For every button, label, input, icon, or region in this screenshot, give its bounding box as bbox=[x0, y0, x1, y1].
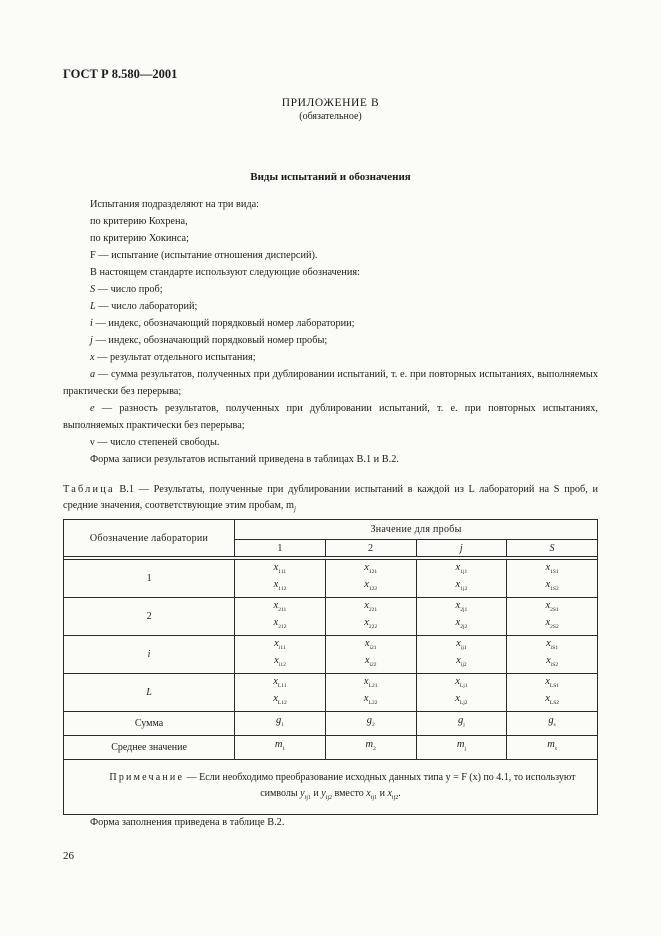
definition: L — число лабораторий; bbox=[90, 301, 198, 312]
intro-line: F — испытание (испытание отношения дисперсий). bbox=[90, 250, 318, 261]
table-row bbox=[64, 636, 598, 674]
data-cell: $x_{L21}$ $x_{L22}$ bbox=[325, 674, 416, 712]
mean-row bbox=[64, 736, 598, 760]
col-header-lab: Обозначение лаборатории bbox=[64, 520, 235, 557]
sum-label: Сумма bbox=[64, 712, 235, 736]
data-cell: $x_{Lj1}$ $x_{Lj2}$ bbox=[416, 674, 507, 712]
definition: a — сумма результатов, полученных при дублировании испытаний, т. е. при повторных испытаниях, выполняемых практически без перерыва; bbox=[63, 369, 598, 397]
col-header: j bbox=[416, 540, 507, 557]
data-cell: $x_{LS1}$ $x_{LS2}$ bbox=[507, 674, 598, 712]
mean-cell: $m_2$ bbox=[325, 736, 416, 760]
appendix-subtitle: (обязательное) bbox=[299, 111, 362, 122]
definition: e — разность результатов, полученных при дублировании испытаний, т. е. при повторных испытаниях, выполняемых практически без перерыва; bbox=[63, 403, 598, 431]
data-cell: $x_{2j1}$ $x_{2j2}$ bbox=[416, 598, 507, 636]
data-cell: $x_{L11}$ $x_{L12}$ bbox=[235, 674, 326, 712]
definition: x — результат отдельного испытания; bbox=[90, 352, 256, 363]
sum-cell: $g_1$ bbox=[235, 712, 326, 736]
form-text: Форма записи результатов испытаний приведена в таблицах В.1 и В.2. bbox=[90, 454, 399, 465]
row-label: 1 bbox=[64, 560, 235, 598]
results-table bbox=[63, 519, 598, 815]
data-cell: $x_{121}$ $x_{122}$ bbox=[325, 560, 416, 598]
sum-cell: $g_2$ bbox=[325, 712, 416, 736]
definition: i — индекс, обозначающий порядковый номер лаборатории; bbox=[90, 318, 355, 329]
data-cell: $x_{ij1}$ $x_{ij2}$ bbox=[416, 636, 507, 674]
intro-line: Испытания подразделяют на три вида: bbox=[90, 199, 260, 210]
table-note: Примечание — Если необходимо преобразование исходных данных типа y = F (x) по 4.1, то используют символы $y_{ij1}$ и $y_{ij2}$ вместо $x_{ij1}$ и $x_{ij2}$. bbox=[64, 760, 598, 815]
table-row bbox=[64, 598, 598, 636]
data-cell: $x_{2S1}$ $x_{2S2}$ bbox=[507, 598, 598, 636]
row-label: 2 bbox=[64, 598, 235, 636]
definition: j — индекс, обозначающий порядковый номер пробы; bbox=[90, 335, 328, 346]
sum-cell: $g_j$ bbox=[416, 712, 507, 736]
intro-line: В настоящем стандарте используют следующие обозначения: bbox=[90, 267, 360, 278]
note-row bbox=[64, 760, 598, 815]
definition: ν — число степеней свободы. bbox=[90, 437, 220, 448]
sum-cell: $g_s$ bbox=[507, 712, 598, 736]
intro-line: по критерию Хокинса; bbox=[90, 233, 189, 244]
col-header: 2 bbox=[325, 540, 416, 557]
col-header: 1 bbox=[235, 540, 326, 557]
data-cell: $x_{i21}$ $x_{i22}$ bbox=[325, 636, 416, 674]
group-header: Значение для пробы bbox=[235, 520, 598, 540]
footer-text: Форма заполнения приведена в таблице В.2. bbox=[90, 817, 285, 828]
data-cell: $x_{iS1}$ $x_{iS2}$ bbox=[507, 636, 598, 674]
body-text bbox=[63, 196, 598, 468]
section-title: Виды испытаний и обозначения bbox=[250, 171, 411, 183]
mean-cell: $m_s$ bbox=[507, 736, 598, 760]
data-cell: $x_{211}$ $x_{212}$ bbox=[235, 598, 326, 636]
table-row bbox=[64, 674, 598, 712]
data-cell: $x_{111}$ $x_{112}$ bbox=[235, 560, 326, 598]
row-label: L bbox=[64, 674, 235, 712]
data-cell: $x_{1S1}$ $x_{1S2}$ bbox=[507, 560, 598, 598]
appendix-title: ПРИЛОЖЕНИЕ В bbox=[281, 97, 380, 109]
row-label: i bbox=[64, 636, 235, 674]
mean-cell: $m_1$ bbox=[235, 736, 326, 760]
mean-cell: $m_j$ bbox=[416, 736, 507, 760]
data-cell: $x_{i11}$ $x_{i12}$ bbox=[235, 636, 326, 674]
table-row bbox=[64, 560, 598, 598]
document-header: ГОСТ Р 8.580—2001 bbox=[63, 67, 178, 81]
data-cell: $x_{1j1}$ $x_{1j2}$ bbox=[416, 560, 507, 598]
definition: S — число проб; bbox=[90, 284, 163, 295]
data-cell: $x_{221}$ $x_{222}$ bbox=[325, 598, 416, 636]
page-number: 26 bbox=[63, 850, 74, 862]
intro-line: по критерию Кохрена, bbox=[90, 216, 188, 227]
table-caption: Таблица В.1 — Результаты, полученные при дублировании испытаний в каждой из L лабораторий на S проб, и средние значения, соответствующие этим пробам, $m_j$ bbox=[63, 484, 598, 514]
mean-label: Среднее значение bbox=[64, 736, 235, 760]
sum-row bbox=[64, 712, 598, 736]
col-header: S bbox=[507, 540, 598, 557]
